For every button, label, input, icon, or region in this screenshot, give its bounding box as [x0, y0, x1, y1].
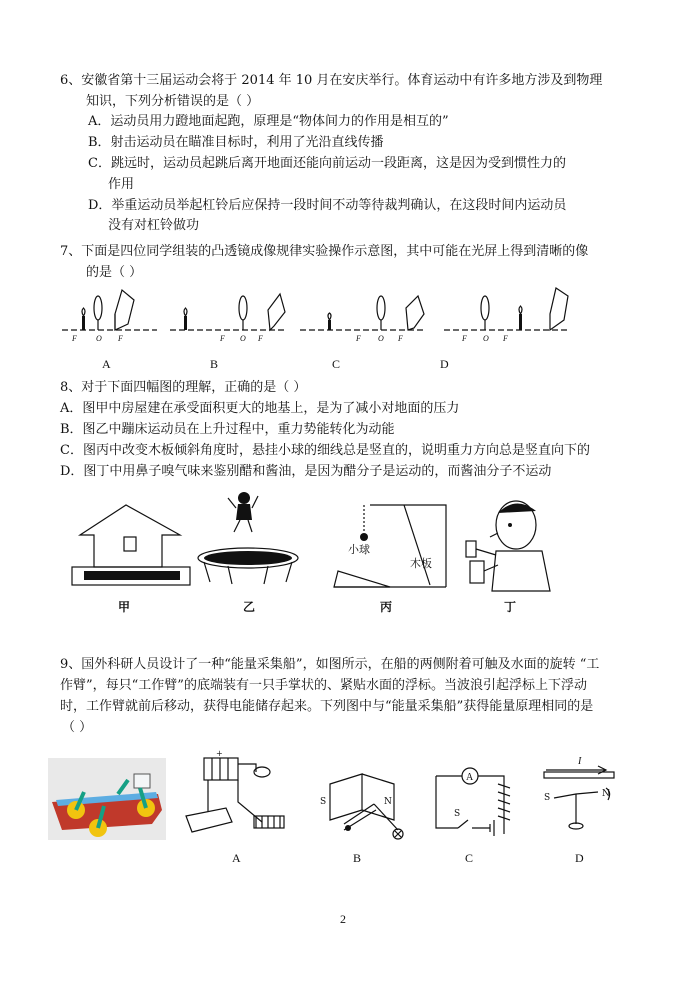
- q8-stem: 8、对于下面四幅图的理解，正确的是（ ）: [60, 380, 307, 395]
- svg-text:+: +: [216, 749, 223, 758]
- q6-option-a: A．运动员用力蹬地面起跑，原理是“物体间力的作用是相互的”: [88, 114, 449, 129]
- svg-text:O: O: [240, 334, 246, 343]
- q6-option-d-line1: D．举重运动员举起杠铃后应保持一段时间不动等待裁判确认，在这段时间内运动员: [88, 198, 567, 213]
- q7-label-b: B: [210, 357, 219, 371]
- q9-stem-line1: 9、国外科研人员设计了一种“能量采集船”，如图所示，在船的两侧附着可触及水面的旋转 “工: [60, 657, 600, 672]
- q7-label-d: D: [440, 357, 449, 371]
- svg-text:S: S: [320, 797, 327, 807]
- svg-text:O: O: [378, 334, 384, 343]
- q6-stem-line2: 知识，下列分析错误的是（ ）: [86, 94, 260, 109]
- svg-text:F: F: [503, 334, 508, 343]
- q8-option-d: D．图丁中用鼻子嗅气味来鉴别醋和酱油，是因为醋分子是运动的，而酱油分子不运动: [60, 464, 552, 479]
- svg-text:F: F: [258, 334, 263, 343]
- svg-text:F: F: [398, 334, 403, 343]
- q9-stem-line3: 时，工作臂就前后移动，获得电能储存起来。下列图中与“能量采集船”获得能量原理相同的是: [60, 699, 594, 714]
- svg-text:F: F: [118, 334, 123, 343]
- svg-text:F: F: [220, 334, 225, 343]
- q9-label-d: D: [575, 851, 584, 865]
- q7-figure-b: [170, 286, 290, 346]
- q7-figure-d: [444, 286, 574, 346]
- q9-current-label: I: [578, 756, 582, 767]
- q8-ball-label: 小球: [348, 543, 370, 556]
- q9-label-b: B: [353, 851, 362, 865]
- page-number: 2: [340, 912, 346, 926]
- q7-stem-line1: 7、下面是四位同学组装的凸透镜成像规律实验操作示意图，其中可能在光屏上得到清晰的像: [60, 244, 589, 259]
- q6-option-b: B．射击运动员在瞄准目标时，利用了光沿直线传播: [88, 135, 384, 150]
- q8-label-ding: 丁: [504, 600, 517, 614]
- svg-text:N: N: [602, 789, 610, 799]
- svg-text:F: F: [462, 334, 467, 343]
- q9-label-c: C: [465, 851, 474, 865]
- q9-figure-d: [536, 752, 626, 842]
- q7-figure-c: [300, 286, 430, 346]
- q7-label-c: C: [332, 357, 341, 371]
- q9-stem-line2: 作臂”，每只“工作臂”的底端装有一只手掌状的、紧贴水面的浮标。当波浪引起浮标上下浮动: [60, 678, 587, 693]
- q9-stem-line4: （ ）: [62, 720, 93, 735]
- q8-board-label: 木板: [410, 557, 432, 570]
- q9-figure-c: [428, 764, 523, 842]
- q6-option-c-line2: 作用: [108, 177, 135, 192]
- q9-ammeter-label: A: [466, 772, 474, 783]
- q8-figure-ding: [462, 495, 557, 595]
- q9-figure-b: [314, 764, 414, 842]
- q8-option-a: A．图甲中房屋建在承受面积更大的地基上，是为了减小对地面的压力: [60, 401, 460, 416]
- svg-text:N: N: [384, 797, 392, 807]
- q9-label-a: A: [232, 851, 241, 865]
- q8-label-yi: 乙: [243, 600, 256, 614]
- q8-figure-yi: [198, 490, 308, 595]
- q9-figure-a: [182, 749, 292, 842]
- svg-text:O: O: [483, 334, 489, 343]
- q8-option-b: B．图乙中蹦床运动员在上升过程中，重力势能转化为动能: [60, 422, 395, 437]
- q7-label-a: A: [102, 357, 111, 371]
- q6-option-d-line2: 没有对杠铃做功: [108, 218, 200, 233]
- svg-text:S: S: [544, 793, 551, 803]
- q8-label-jia: 甲: [118, 600, 131, 614]
- q6-stem-line1: 6、安徽省第十三届运动会将于 2014 年 10 月在安庆举行。体育运动中有许多地方涉及到物理: [60, 73, 603, 88]
- q9-boat-picture: [48, 758, 166, 840]
- svg-text:F: F: [356, 334, 361, 343]
- q8-option-c: C．图丙中改变木板倾斜角度时，悬挂小球的细线总是竖直的，说明重力方向总是竖直向下的: [60, 443, 590, 458]
- svg-text:O: O: [96, 334, 102, 343]
- q8-figure-jia: [70, 495, 195, 595]
- q6-option-c-line1: C．跳远时，运动员起跳后离开地面还能向前运动一段距离，这是因为受到惯性力的: [88, 156, 566, 171]
- q7-figure-a: [62, 286, 162, 346]
- q8-figure-bing: [330, 495, 455, 595]
- q9-switch-label: S: [454, 809, 461, 819]
- q8-label-bing: 丙: [380, 600, 393, 614]
- svg-text:F: F: [72, 334, 77, 343]
- q7-stem-line2: 的是（ ）: [86, 265, 143, 280]
